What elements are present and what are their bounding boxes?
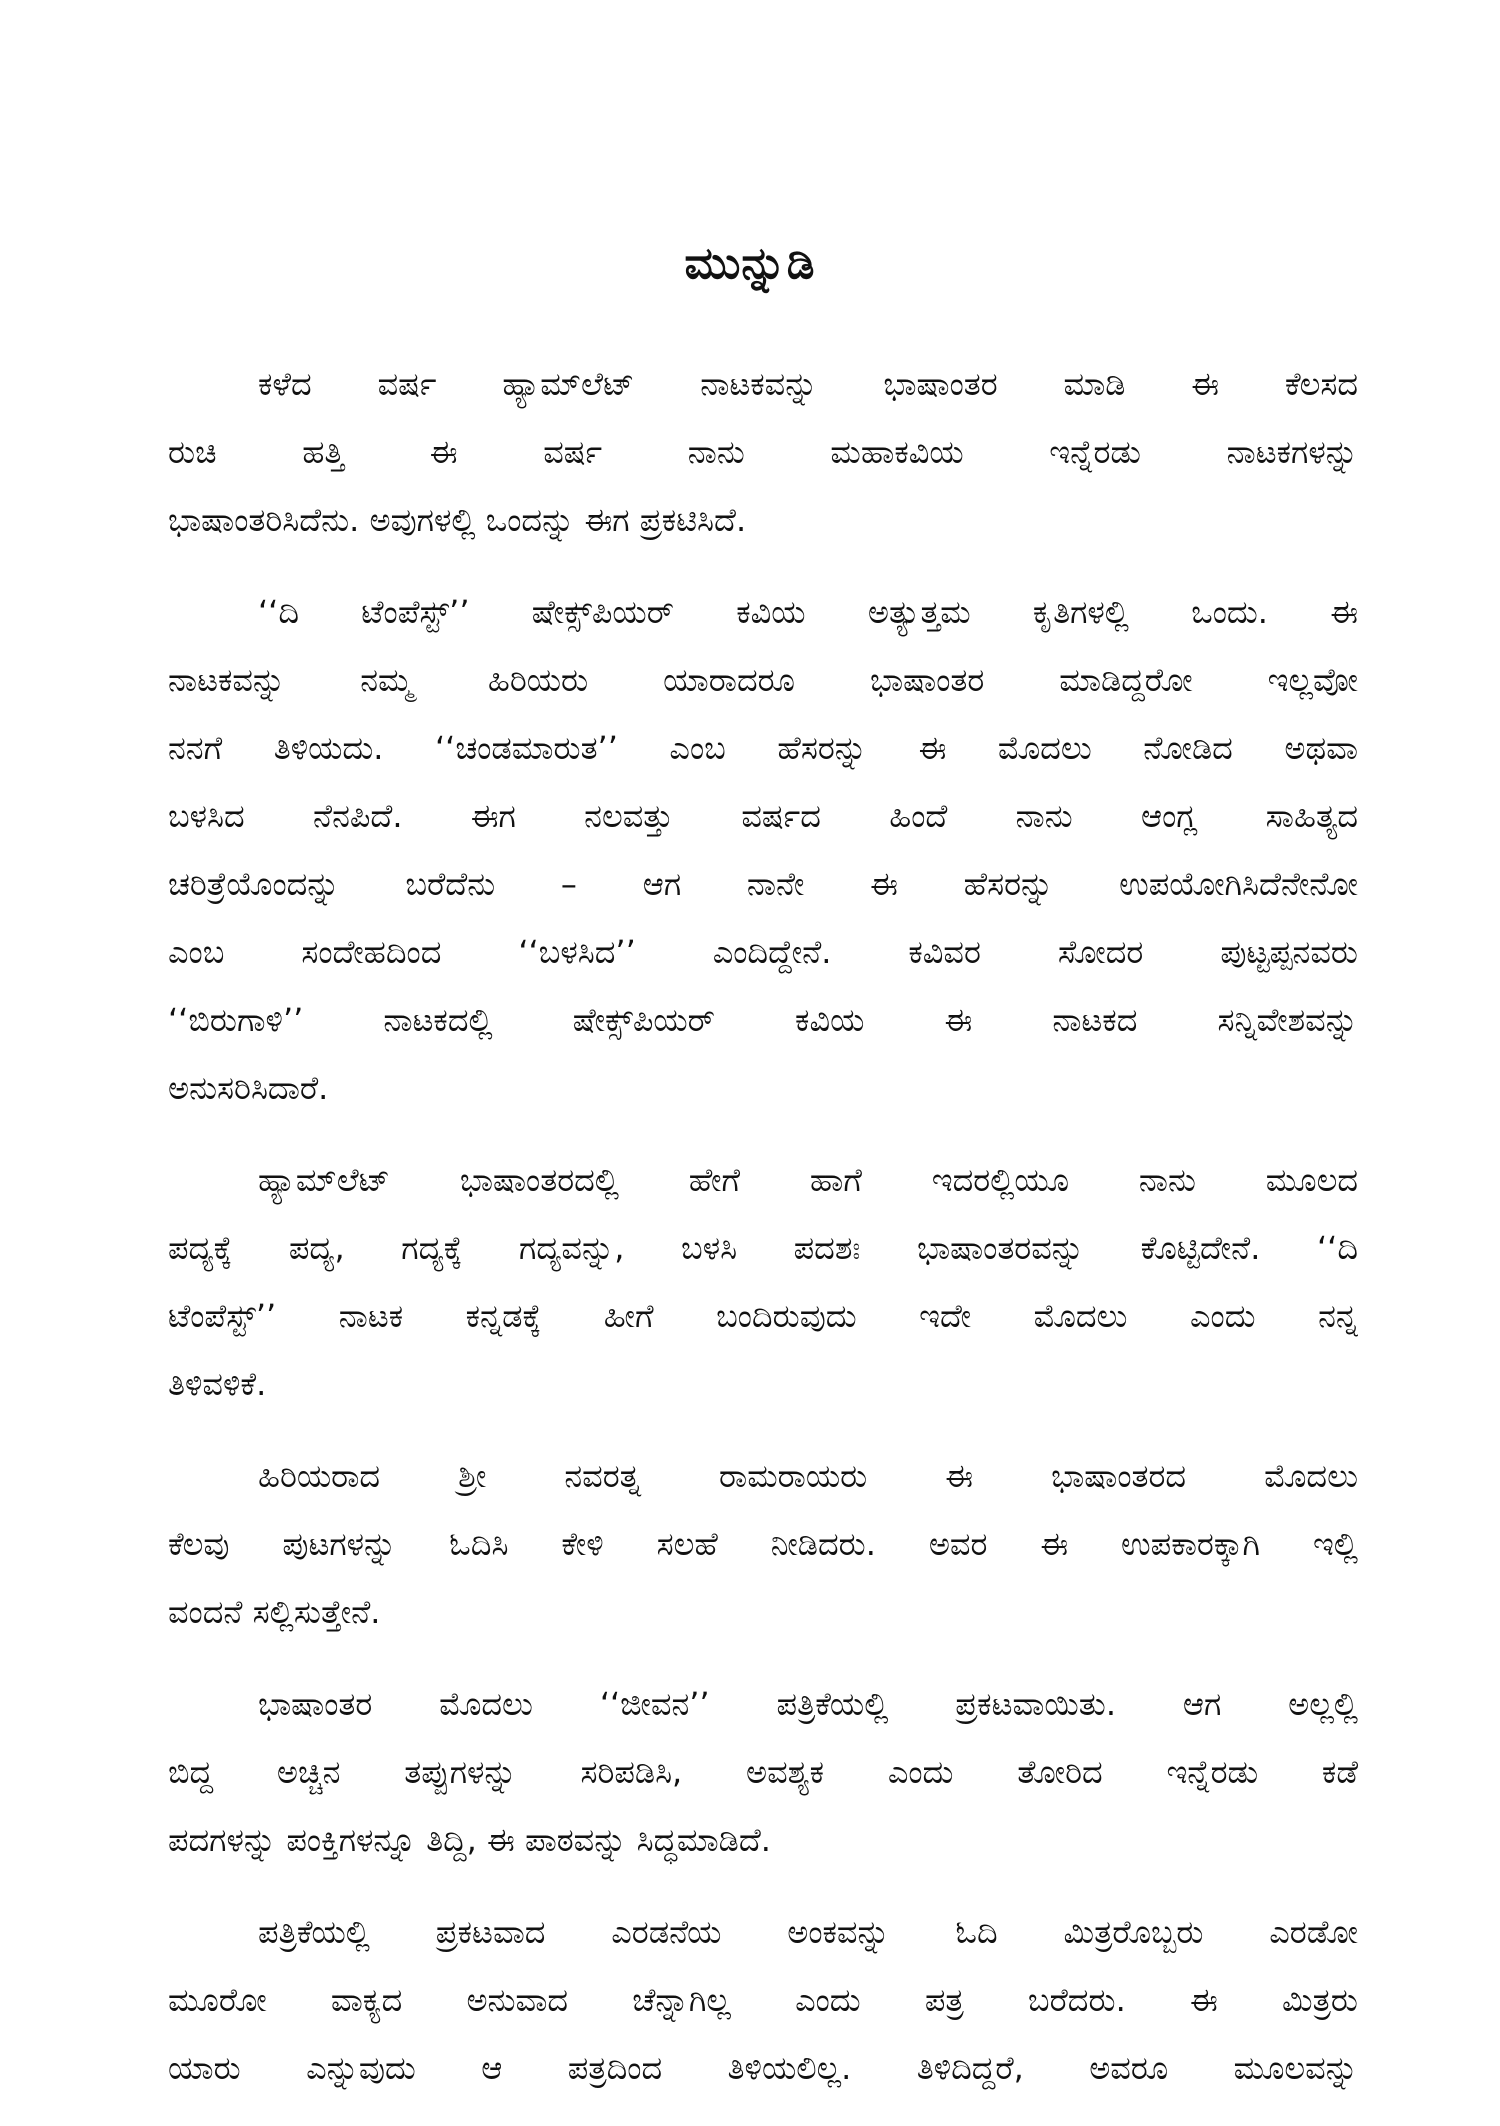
text-line: ಭಾಷಾಂತರಿಸಿದೆನು. ಅವುಗಳಲ್ಲಿ ಒಂದನ್ನು ಈಗ ಪ್ರಕಟಿಸಿದೆ.: [168, 501, 747, 539]
paragraph: [168, 578, 1358, 1122]
text-line: ಪದಗಳನ್ನು ಪಂಕ್ತಿಗಳನ್ನೂ ತಿದ್ದಿ, ಈ ಪಾಠವನ್ನು ಸಿದ್ಧಮಾಡಿದೆ.: [168, 1821, 771, 1859]
text-line: ಕೆಲವು ಪುಟಗಳನ್ನು ಓದಿಸಿ ಕೇಳಿ ಸಲಹೆ ನೀಡಿದರು. ಅವರ ಈ ಉಪಕಾರಕ್ಕಾಗಿ ಇಲ್ಲಿ: [168, 1525, 1358, 1563]
text-line: ಬಿದ್ದ ಅಚ್ಚಿನ ತಪ್ಪುಗಳನ್ನು ಸರಿಪಡಿಸಿ, ಅವಶ್ಯಕ ಎಂದು ತೋರಿದ ಇನ್ನೆರಡು ಕಡೆ: [168, 1753, 1358, 1791]
text-line: ಹಿರಿಯರಾದ ಶ್ರೀ ನವರತ್ನ ರಾಮರಾಯರು ಈ ಭಾಷಾಂತರದ ಮೊದಲು: [258, 1457, 1358, 1495]
text-line: ಪತ್ರಿಕೆಯಲ್ಲಿ ಪ್ರಕಟವಾದ ಎರಡನೆಯ ಅಂಕವನ್ನು ಓದಿ ಮಿತ್ರರೊಬ್ಬರು ಎರಡೋ: [258, 1913, 1358, 1951]
text-line: ನನಗೆ ತಿಳಿಯದು. ‘‘ಚಂಡಮಾರುತ’’ ಎಂಬ ಹೆಸರನ್ನು ಈ ಮೊದಲು ನೋಡಿದ ಅಥವಾ: [168, 729, 1358, 767]
text-line: ಯಾರು ಎನ್ನುವುದು ಆ ಪತ್ರದಿಂದ ತಿಳಿಯಲಿಲ್ಲ. ತಿಳಿದಿದ್ದರೆ, ಅವರೂ ಮೂಲವನ್ನು: [168, 2049, 1358, 2087]
paragraph: [168, 350, 1358, 554]
text-line: ‘‘ದಿ ಟೆಂಪೆಸ್ಟ್’’ ಷೇಕ್ಸ್‌ಪಿಯರ್ ಕವಿಯ ಅತ್ಯುತ್ತಮ ಕೃತಿಗಳಲ್ಲಿ ಒಂದು. ಈ: [258, 593, 1358, 631]
text-line: ಮೂರೋ ವಾಕ್ಯದ ಅನುವಾದ ಚೆನ್ನಾಗಿಲ್ಲ ಎಂದು ಪತ್ರ ಬರೆದರು. ಈ ಮಿತ್ರರು: [168, 1981, 1358, 2019]
text-line: ಕಳೆದ ವರ್ಷ ಹ್ಯಾಮ್‌ಲೆಟ್ ನಾಟಕವನ್ನು ಭಾಷಾಂತರ ಮಾಡಿ ಈ ಕೆಲಸದ: [258, 365, 1358, 403]
text-line: ಪದ್ಯಕ್ಕೆ ಪದ್ಯ, ಗದ್ಯಕ್ಕೆ ಗದ್ಯವನ್ನು, ಬಳಸಿ ಪದಶಃ ಭಾಷಾಂತರವನ್ನು ಕೊಟ್ಟಿದೇನೆ. ‘‘ದಿ: [168, 1229, 1358, 1267]
text-line: ವಂದನೆ ಸಲ್ಲಿಸುತ್ತೇನೆ.: [168, 1593, 381, 1631]
paragraph: [168, 1898, 1358, 2102]
text-line: ರುಚಿ ಹತ್ತಿ ಈ ವರ್ಷ ನಾನು ಮಹಾಕವಿಯ ಇನ್ನೆರಡು ನಾಟಕಗಳನ್ನು: [168, 433, 1358, 471]
paragraph: [168, 1146, 1358, 1418]
paragraph: [168, 1442, 1358, 1646]
text-line: ನಾಟಕವನ್ನು ನಮ್ಮ ಹಿರಿಯರು ಯಾರಾದರೂ ಭಾಷಾಂತರ ಮಾಡಿದ್ದರೋ ಇಲ್ಲವೋ: [168, 661, 1358, 699]
text-line: ಹ್ಯಾಮ್‌ಲೆಟ್ ಭಾಷಾಂತರದಲ್ಲಿ ಹೇಗೆ ಹಾಗೆ ಇದರಲ್ಲಿಯೂ ನಾನು ಮೂಲದ: [258, 1161, 1358, 1199]
text-line: ಅನುಸರಿಸಿದಾರೆ.: [168, 1069, 329, 1107]
text-line: ಭಾಷಾಂತರ ಮೊದಲು ‘‘ಜೀವನ’’ ಪತ್ರಿಕೆಯಲ್ಲಿ ಪ್ರಕಟವಾಯಿತು. ಆಗ ಅಲ್ಲಲ್ಲಿ: [258, 1685, 1358, 1723]
text-line: ‘‘ಬಿರುಗಾಳಿ’’ ನಾಟಕದಲ್ಲಿ ಷೇಕ್ಸ್‌ಪಿಯರ್ ಕವಿಯ ಈ ನಾಟಕದ ಸನ್ನಿವೇಶವನ್ನು: [168, 1001, 1358, 1039]
page-title: ಮುನ್ನುಡಿ: [684, 238, 816, 289]
text-line: ಟೆಂಪೆಸ್ಟ್’’ ನಾಟಕ ಕನ್ನಡಕ್ಕೆ ಹೀಗೆ ಬಂದಿರುವುದು ಇದೇ ಮೊದಲು ಎಂದು ನನ್ನ: [168, 1297, 1358, 1335]
body-text: [168, 350, 1358, 2126]
text-line: ಚರಿತ್ರೆಯೊಂದನ್ನು ಬರೆದೆನು – ಆಗ ನಾನೇ ಈ ಹೆಸರನ್ನು ಉಪಯೋಗಿಸಿದೆನೇನೋ: [168, 865, 1358, 903]
text-line: ಬಳಸಿದ ನೆನಪಿದೆ. ಈಗ ನಲವತ್ತು ವರ್ಷದ ಹಿಂದೆ ನಾನು ಆಂಗ್ಲ ಸಾಹಿತ್ಯದ: [168, 797, 1358, 835]
text-line: ತಿಳಿವಳಿಕೆ.: [168, 1365, 267, 1403]
text-line: ಎಂಬ ಸಂದೇಹದಿಂದ ‘‘ಬಳಸಿದ’’ ಎಂದಿದ್ದೇನೆ. ಕವಿವರ ಸೋದರ ಪುಟ್ಟಪ್ಪನವರು: [168, 933, 1358, 971]
paragraph: [168, 1670, 1358, 1874]
